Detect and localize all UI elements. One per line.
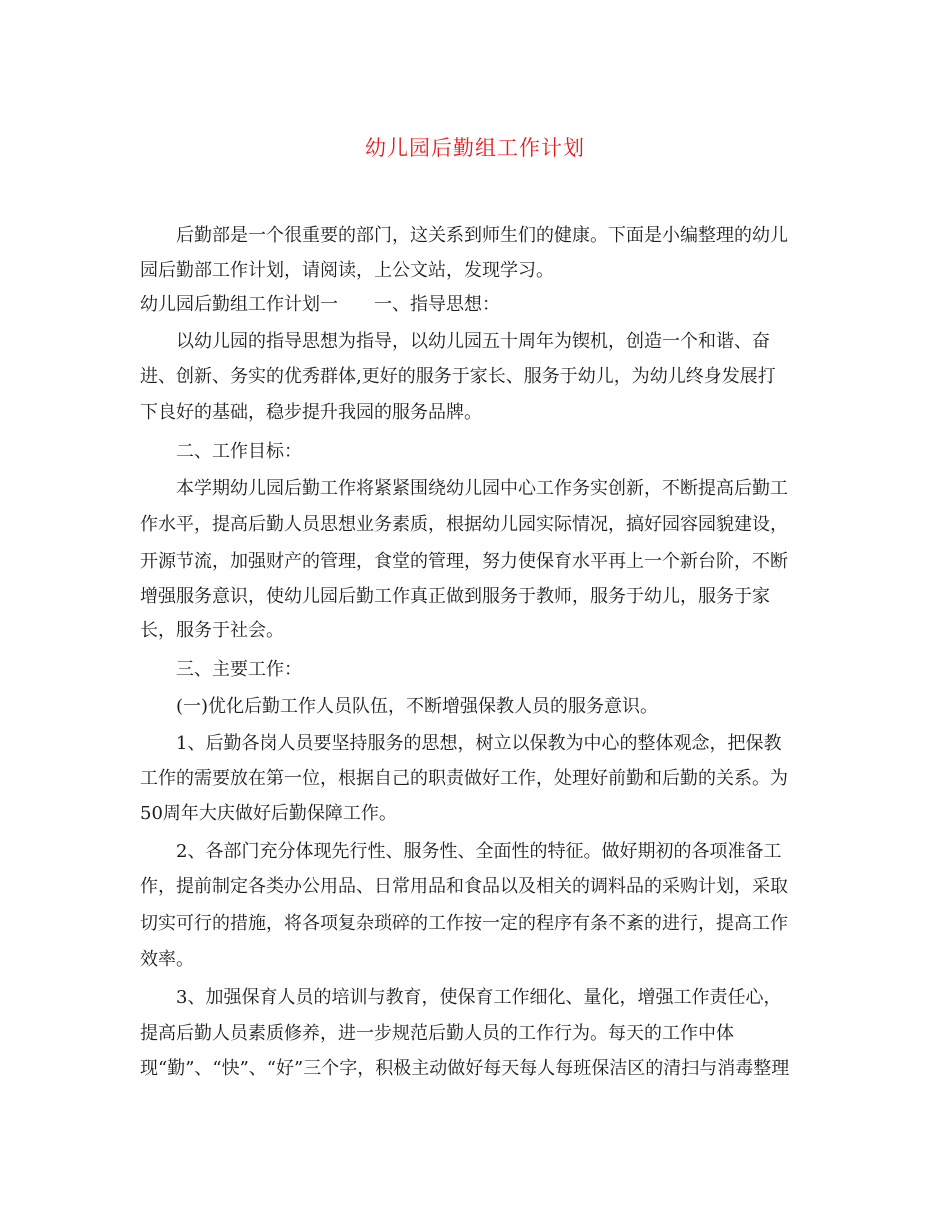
paragraph-line: 提高后勤人员素质修养，进一步规范后勤人员的工作行为。每天的工作中体: [140, 1023, 734, 1044]
paragraph-line: 园后勤部工作计划，请阅读，上公文站，发现学习。: [140, 260, 554, 281]
section-heading: 三、主要工作：: [176, 659, 302, 680]
paragraph-line: 开源节流，加强财产的管理，食堂的管理，努力使保育水平再上一个新台阶，不断: [140, 551, 788, 572]
paragraph-line: (一)优化后勤工作人员队伍，不断增强保教人员的服务意识。: [176, 696, 659, 717]
paragraph-line: 以幼儿园的指导思想为指导，以幼儿园五十周年为锲机，创造一个和谐、奋: [176, 331, 770, 352]
paragraph-line: 50周年大庆做好后勤保障工作。: [140, 803, 397, 824]
paragraph-line: 效率。: [140, 949, 194, 970]
paragraph-line: 下良好的基础，稳步提升我园的服务品牌。: [140, 402, 482, 423]
paragraph-line: 长，服务于社会。: [140, 620, 284, 641]
paragraph-line: 作，提前制定各类办公用品、日常用品和食品以及相关的调料品的采购计划，采取: [140, 876, 788, 897]
paragraph-line: 3、加强保育人员的培训与教育，使保育工作细化、量化，增强工作责任心，: [176, 987, 782, 1008]
section-heading: 二、工作目标：: [176, 441, 302, 462]
paragraph-line: 1、后勤各岗人员要坚持服务的思想，树立以保教为中心的整体观念，把保教: [176, 733, 782, 754]
paragraph-line: 增强服务意识，使幼儿园后勤工作真正做到服务于教师，服务于幼儿，服务于家: [140, 586, 770, 607]
document-title: 幼儿园后勤组工作计划: [365, 136, 585, 160]
paragraph-line: 现“勤”、“快”、“好”三个字，积极主动做好每天每人每班保洁区的清扫与消毒整理: [140, 1058, 790, 1079]
paragraph-line: 后勤部是一个很重要的部门，这关系到师生们的健康。下面是小编整理的幼儿: [176, 225, 788, 246]
paragraph-line: 作水平，提高后勤人员思想业务素质，根据幼儿园实际情况，搞好园容园貌建设，: [140, 514, 788, 535]
paragraph-line: 工作的需要放在第一位，根据自己的职责做好工作，处理好前勤和后勤的关系。为: [140, 768, 788, 789]
paragraph-line: 幼儿园后勤组工作计划一 一、指导思想：: [140, 294, 500, 315]
paragraph-line: 进、创新、务实的优秀群体,更好的服务于家长、服务于幼儿，为幼儿终身发展打: [140, 366, 776, 387]
paragraph-line: 本学期幼儿园后勤工作将紧紧围绕幼儿园中心工作务实创新，不断提高后勤工: [176, 478, 788, 499]
paragraph-line: 切实可行的措施，将各项复杂琐碎的工作按一定的程序有条不紊的进行，提高工作: [140, 913, 788, 934]
paragraph-line: 2、各部门充分体现先行性、服务性、全面性的特征。做好期初的各项准备工: [176, 841, 782, 862]
